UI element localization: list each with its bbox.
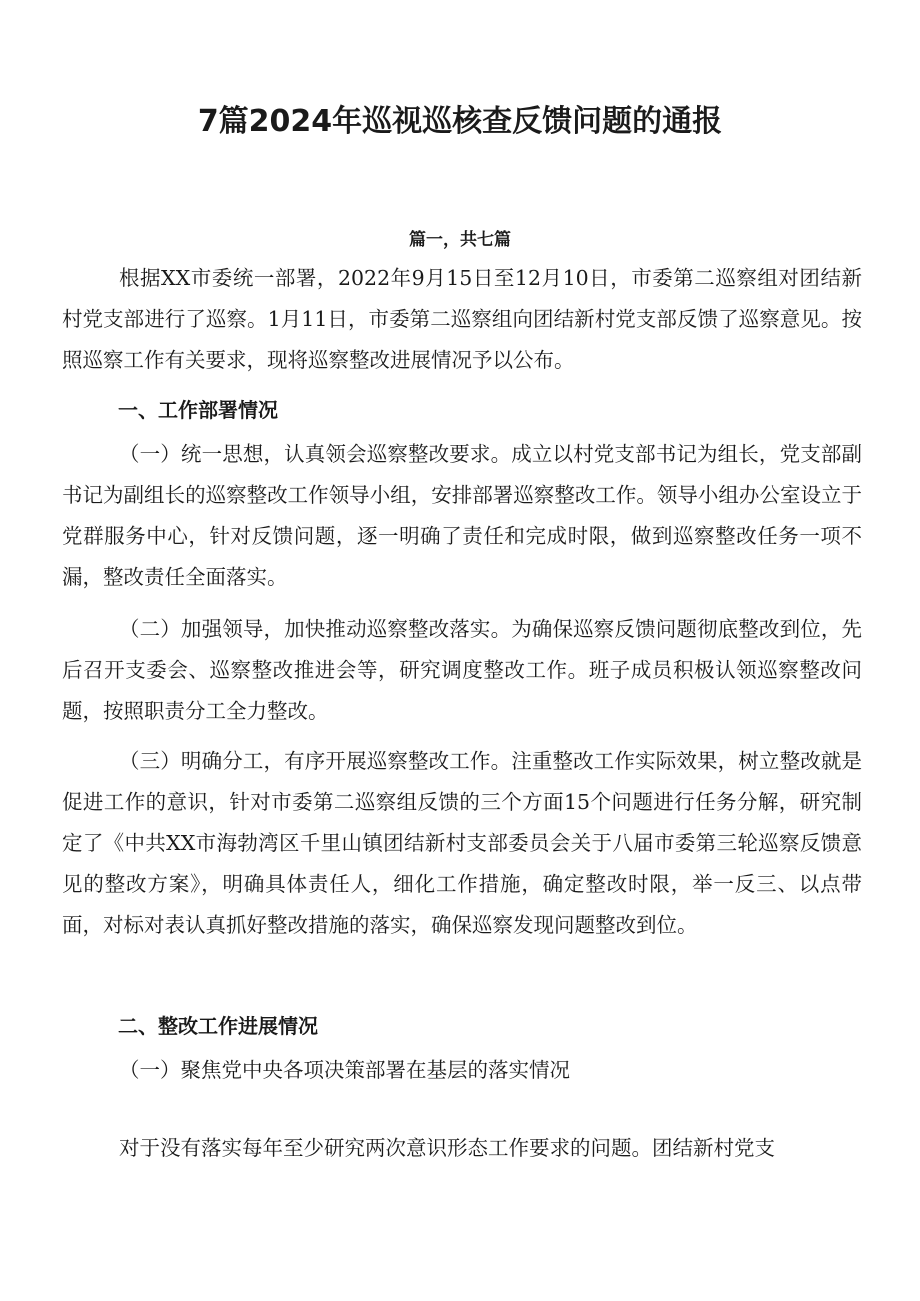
section-1-paragraph-1: （一）统一思想，认真领会巡察整改要求。成立以村党支部书记为组长，党支部副书记为副组长的巡察整改工作领导小组，安排部署巡察整改工作。领导小组办公室设立于党群服务中心，针对反馈问题，逐一明确了责任和完成时限，做到巡察整改任务一项不漏，整改责任全面落实。: [62, 442, 862, 589]
part-heading: 篇一，共七篇: [409, 230, 511, 250]
section-2-paragraph-1: 对于没有落实每年至少研究两次意识形态工作要求的问题。团结新村党支: [119, 1136, 775, 1160]
section-2-subheading-1: （一）聚焦党中央各项决策部署在基层的落实情况: [119, 1058, 570, 1082]
section-2-heading: 二、整改工作进展情况: [118, 1014, 318, 1038]
section-1-heading: 一、工作部署情况: [118, 398, 278, 422]
section-1-paragraph-3: （三）明确分工，有序开展巡察整改工作。注重整改工作实际效果，树立整改就是促进工作的意识，针对市委第二巡察组反馈的三个方面15个问题进行任务分解，研究制定了《中共XX市海勃湾区千里山镇团结新村支部委员会关于八届市委第三轮巡察反馈意见的整改方案》，明确具体责任人，细化工作措施，确定整改时限，举一反三、以点带面，对标对表认真抓好整改措施的落实，确保巡察发现问题整改到位。: [62, 749, 862, 937]
intro-paragraph: 根据XX市委统一部署，2022年9月15日至12月10日，市委第二巡察组对团结新村党支部进行了巡察。1月11日，市委第二巡察组向团结新村党支部反馈了巡察意见。按照巡察工作有关要求，现将巡察整改进展情况予以公布。: [62, 266, 862, 372]
section-1-paragraph-2: （二）加强领导，加快推动巡察整改落实。为确保巡察反馈问题彻底整改到位，先后召开支委会、巡察整改推进会等，研究调度整改工作。班子成员积极认领巡察整改问题，按照职责分工全力整改。: [62, 617, 862, 723]
document-title: 7篇2024年巡视巡核查反馈问题的通报: [197, 104, 723, 139]
